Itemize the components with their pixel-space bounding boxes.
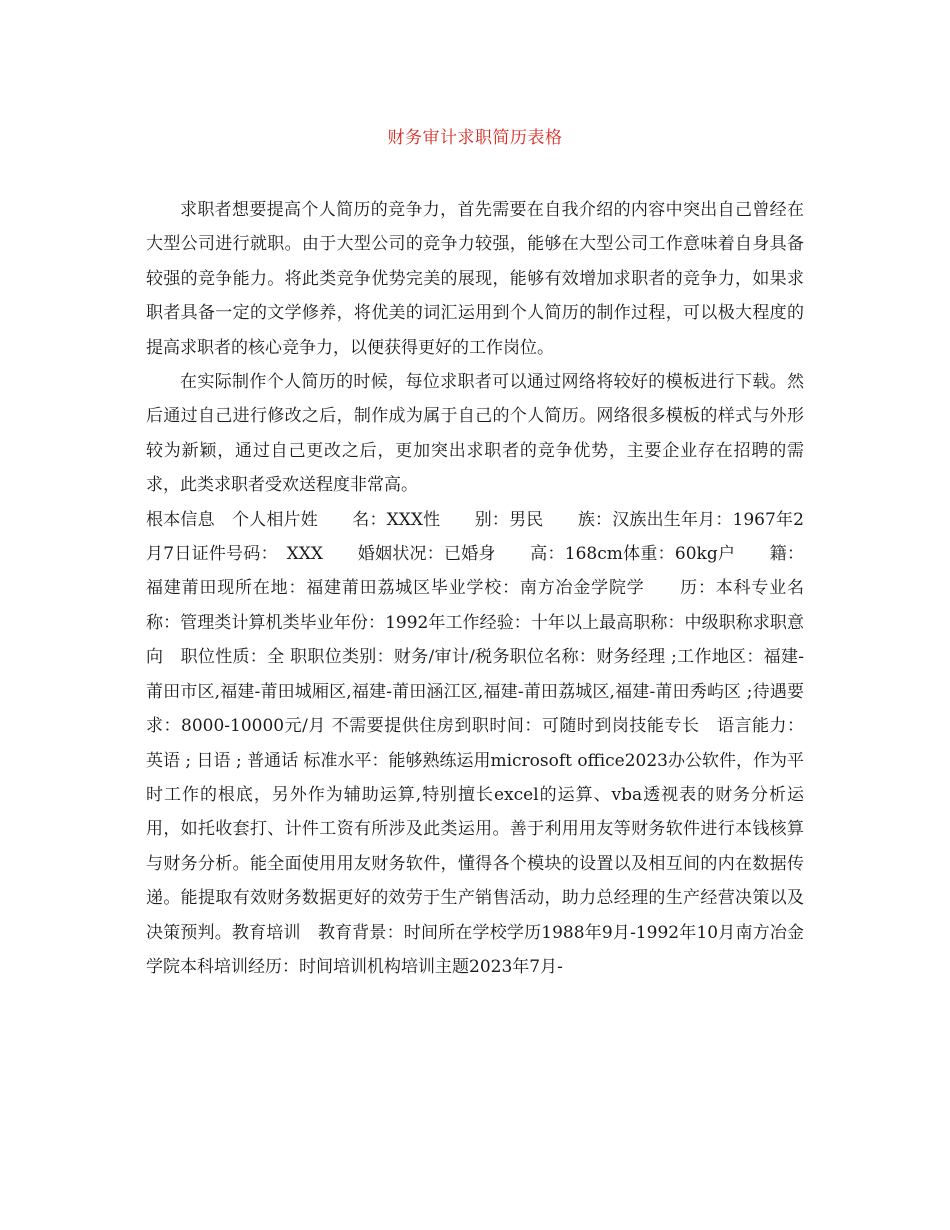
document-body [146,193,804,984]
template-paragraph: 在实际制作个人简历的时候，每位求职者可以通过网络将较好的模板进行下载。然后通过自己进行修改之后，制作成为属于自己的个人简历。网络很多模板的样式与外形较为新颖，通过自己更改之后，更加突出求职者的竞争优势，主要企业存在招聘的需求，此类求职者受欢送程度非常高。 [146,372,804,496]
intro-paragraph: 求职者想要提高个人简历的竞争力，首先需要在自我介绍的内容中突出自己曾经在大型公司进行就职。由于大型公司的竞争力较强，能够在大型公司工作意味着自身具备较强的竞争能力。将此类竞争优势完美的展现，能够有效增加求职者的竞争力，如果求职者具备一定的文学修养，将优美的词汇运用到个人简历的制作过程，可以极大程度的提高求职者的核心竞争力，以便获得更好的工作岗位。 [146,200,804,358]
resume-details-paragraph: 根本信息 个人相片姓 名：XXX性 别：男民 族：汉族出生年月：1967年2月7日证件号码： XXX 婚姻状况：已婚身 高：168cm体重：60kg户 籍：福建莆田现所在地：福建莆田荔城区毕业学校：南方冶金学院学 历：本科专业名称：管理类计算机类毕业年份：1992年工作经验：十年以上最高职称：中级职称求职意向 职位性质：全 职职位类别：财务/审计/税务职位名称：财务经理 ;工作地区：福建-莆田市区,福建-莆田城厢区,福建-莆田涵江区,福建-莆田荔城区,福建-莆田秀屿区 ;待遇要求：8000-10000元/月 不需要提供住房到职时间：可随时到岗技能专长 语言能力：英语 ; 日语 ; 普通话 标准水平：能够熟练运用microsoft office2023办公软件，作为平时工作的根底，另外作为辅助运算,特别擅长excel的运算、vba透视表的财务分析运用，如托收套打、计件工资有所涉及此类运用。善于利用用友等财务软件进行本钱核算与财务分析。能全面使用用友财务软件，懂得各个模块的设置以及相互间的内在数据传递。能提取有效财务数据更好的效劳于生产销售活动，助力总经理的生产经营决策以及决策预判。教育培训 教育背景：时间所在学校学历1988年9月-1992年10月南方冶金学院本科培训经历：时间培训机构培训主题2023年7月- [146,509,804,977]
document-title: 财务审计求职简历表格 [387,128,563,148]
